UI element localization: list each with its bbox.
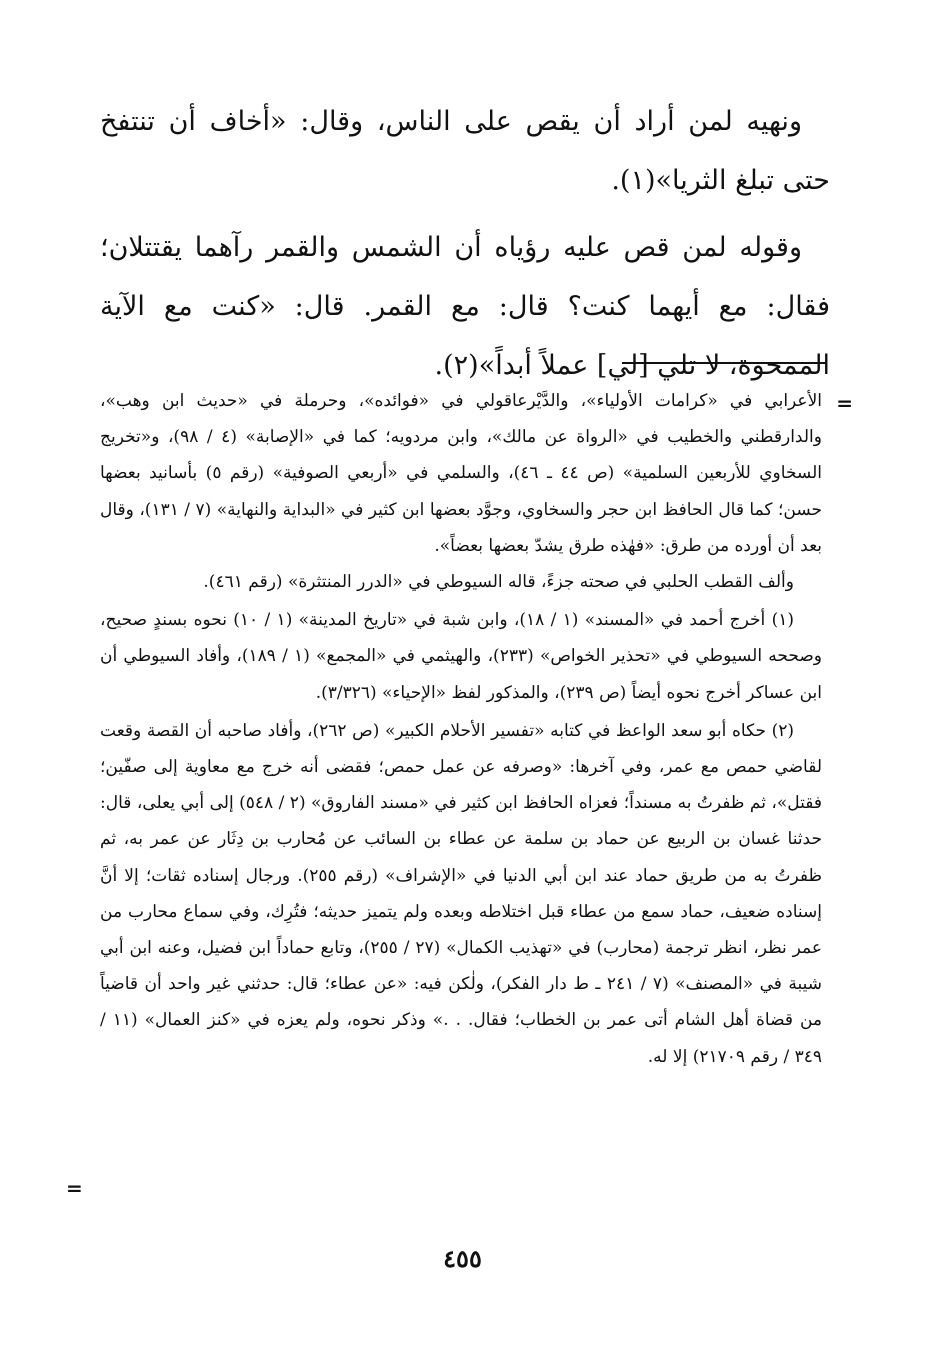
footnotes bbox=[100, 383, 822, 1075]
footnote-continuation-extra: وألف القطب الحلبي في صحته جزءً، قاله السيوطي في «الدرر المنتثرة» (رقم ٤٦١). bbox=[203, 572, 794, 593]
continuation-marker: = bbox=[836, 391, 853, 415]
continues-next-page-marker: = bbox=[66, 1176, 83, 1200]
footnote-continuation: الأعرابي في «كرامات الأولياء»، والدَّيْرعاقولي في «فوائده»، وحرملة في «حديث ابن وهب»، والدارقطني والخطيب في «الرواة عن مالك»، وابن مردويه؛ كما في «الإصابة» (٤ / ٩٨)، و«تخريج السخاوي للأربعين السلمية» (ص ٤٤ ـ ٤٦)، والسلمي في «أربعي الصوفية» (رقم ٥) بأسانيد بعضها حسن؛ كما قال الحافظ ابن حجر والسخاوي، وجوَّد بعضها ابن كثير في «البداية والنهاية» (٧ / ١٣١)، وقال بعد أن أورده من طرق: «فهٰذه طرق يشدّ بعضها بعضاً». bbox=[100, 391, 822, 556]
footnote-2: (٢) حكاه أبو سعد الواعظ في كتابه «تفسير الأحلام الكبير» (ص ٢٦٢)، وأفاد صاحبه أن القصة وقعت لقاضي حمص مع عمر، وفي آخرها: «وصرفه عن عمل حمص؛ فقضى أنه خرج مع معاوية إلى صفّين؛ فقتل»، ثم ظفرتُ به مسنداً؛ فعزاه الحافظ ابن كثير في «مسند الفاروق» (٢ / ٥٤٨) إلى أبي يعلى، قال: حدثنا غسان بن الربيع عن حماد بن سلمة عن عطاء بن السائب عن مُحارب بن دِثَار عن عمر به، ثم ظفرتُ به من طريق حماد عند ابن أبي الدنيا في «الإشراف» (رقم ٢٥٥). ورجال إسناده ثقات؛ إلا أنَّ إسناده ضعيف، حماد سمع من عطاء قبل اختلاطه وبعده ولم يتميز حديثه؛ فتُرِك، وفي سماع محارب من عمر نظر، انظر ترجمة (محارب) في «تهذيب الكمال» (٢٧ / ٢٥٥)، وتابع حماداً ابن فضيل، وعنه ابن أبي شيبة في «المصنف» (٧ / ٢٤١ ـ ط دار الفكر)، ولٰكن فيه: «عن عطاء؛ قال: حدثني غير واحد أن قاضياً من قضاة أهل الشام أتى عمر بن الخطاب؛ فقال. . .» وذكر نحوه، ولم يعزه في «كنز العمال» (١١ / ٣٤٩ / رقم ٢١٧٠٩) إلا له. bbox=[100, 720, 823, 1067]
footnote-separator bbox=[622, 362, 827, 364]
page-number: ٤٥٥ bbox=[443, 1244, 482, 1273]
main-text bbox=[100, 92, 830, 401]
main-paragraph-2: وقوله لمن قص عليه رؤياه أن الشمس والقمر رآهما يقتتلان؛ فقال: مع أيهما كنت؟ قال: مع القمر. قال: «كنت مع الآية الممحوة، لا تلي [لي] عملاً أبداً»(٢). bbox=[100, 232, 830, 381]
footnote-1: (١) أخرج أحمد في «المسند» (١ / ١٨)، وابن شبة في «تاريخ المدينة» (١ / ١٠) نحوه بسندٍ صحيح، وصححه السيوطي في «تحذير الخواص» (٢٣٣)، والهيثمي في «المجمع» (١ / ١٨٩)، وأفاد السيوطي أن ابن عساكر أخرج نحوه أيضاً (ص ٢٣٩)، والمذكور لفظ «الإحياء» (٣/٣٢٦). bbox=[100, 610, 822, 703]
main-paragraph-1: ونهيه لمن أراد أن يقص على الناس، وقال: «أخاف أن تنتفخ حتى تبلغ الثريا»(١). bbox=[100, 106, 830, 196]
